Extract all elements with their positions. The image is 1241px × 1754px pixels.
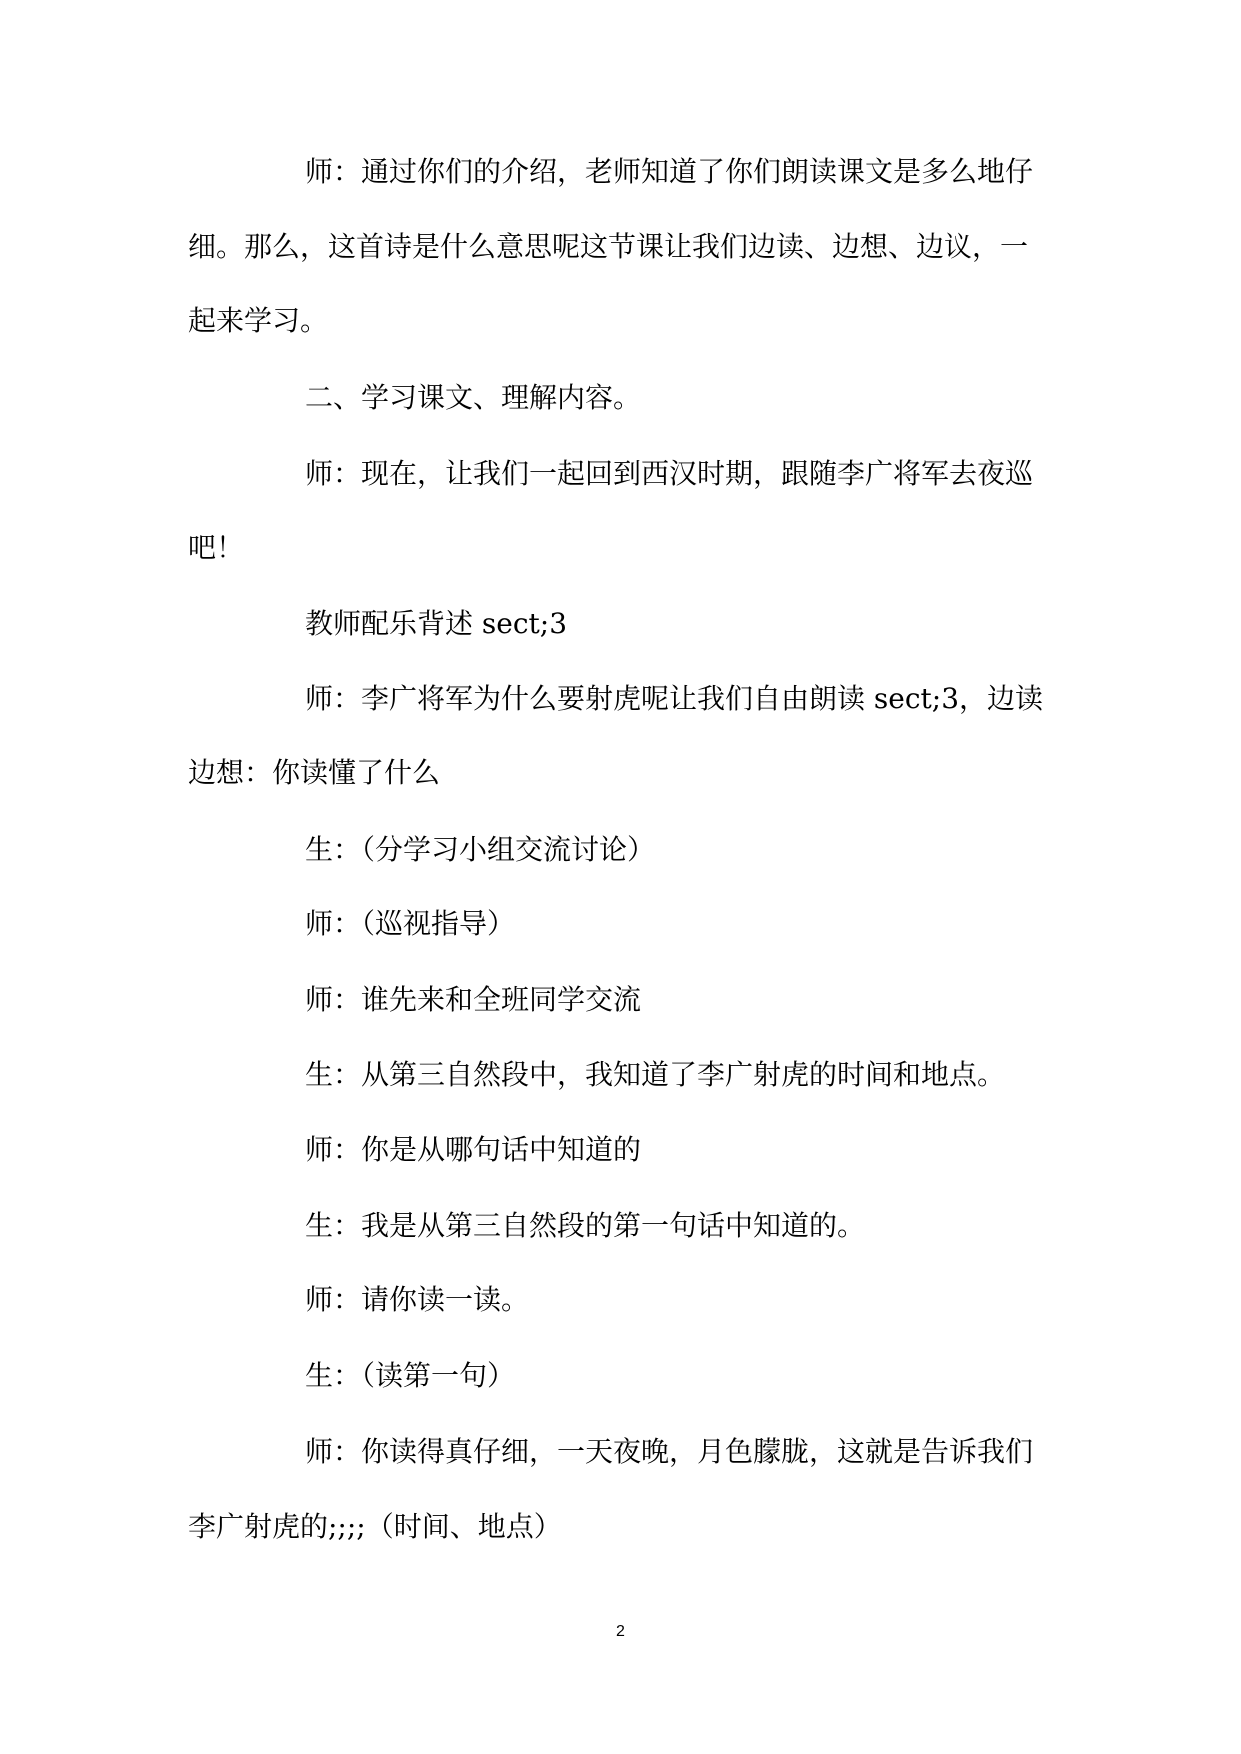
paragraph-line: 生：我是从第三自然段的第一句话中知道的。 (305, 1209, 866, 1242)
paragraph-line: 师：你是从哪句话中知道的 (305, 1133, 642, 1166)
paragraph-line: 李广射虎的;;;;（时间、地点） (188, 1510, 562, 1543)
paragraph-line: 起来学习。 (188, 304, 329, 337)
paragraph-line: 师：谁先来和全班同学交流 (305, 983, 642, 1016)
paragraph-line: 师：请你读一读。 (305, 1283, 530, 1316)
paragraph-line: 师：（巡视指导） (305, 907, 516, 940)
paragraph-line: 师：通过你们的介绍，老师知道了你们朗读课文是多么地仔 (305, 155, 1034, 188)
paragraph-line: 师：你读得真仔细，一天夜晚，月色朦胧，这就是告诉我们 (305, 1435, 1034, 1468)
paragraph-line: 生：（读第一句） (305, 1359, 516, 1392)
paragraph-line: 生：（分学习小组交流讨论） (305, 833, 656, 866)
page-number: 2 (616, 1623, 625, 1640)
paragraph-line: 边想：你读懂了什么 (188, 756, 441, 789)
paragraph-line: 细。那么，这首诗是什么意思呢这节课让我们边读、边想、边议，一 (188, 230, 1029, 263)
paragraph-line: 师：现在，让我们一起回到西汉时期，跟随李广将军去夜巡 (305, 457, 1034, 490)
paragraph-line: 吧！ (188, 531, 245, 564)
paragraph-line: 教师配乐背述 sect;3 (305, 607, 568, 640)
paragraph-line: 生：从第三自然段中，我知道了李广射虎的时间和地点。 (305, 1058, 1006, 1091)
paragraph-line: 师：李广将军为什么要射虎呢让我们自由朗读 sect;3，边读 (305, 682, 1044, 715)
section-heading: 二、学习课文、理解内容。 (305, 381, 642, 414)
